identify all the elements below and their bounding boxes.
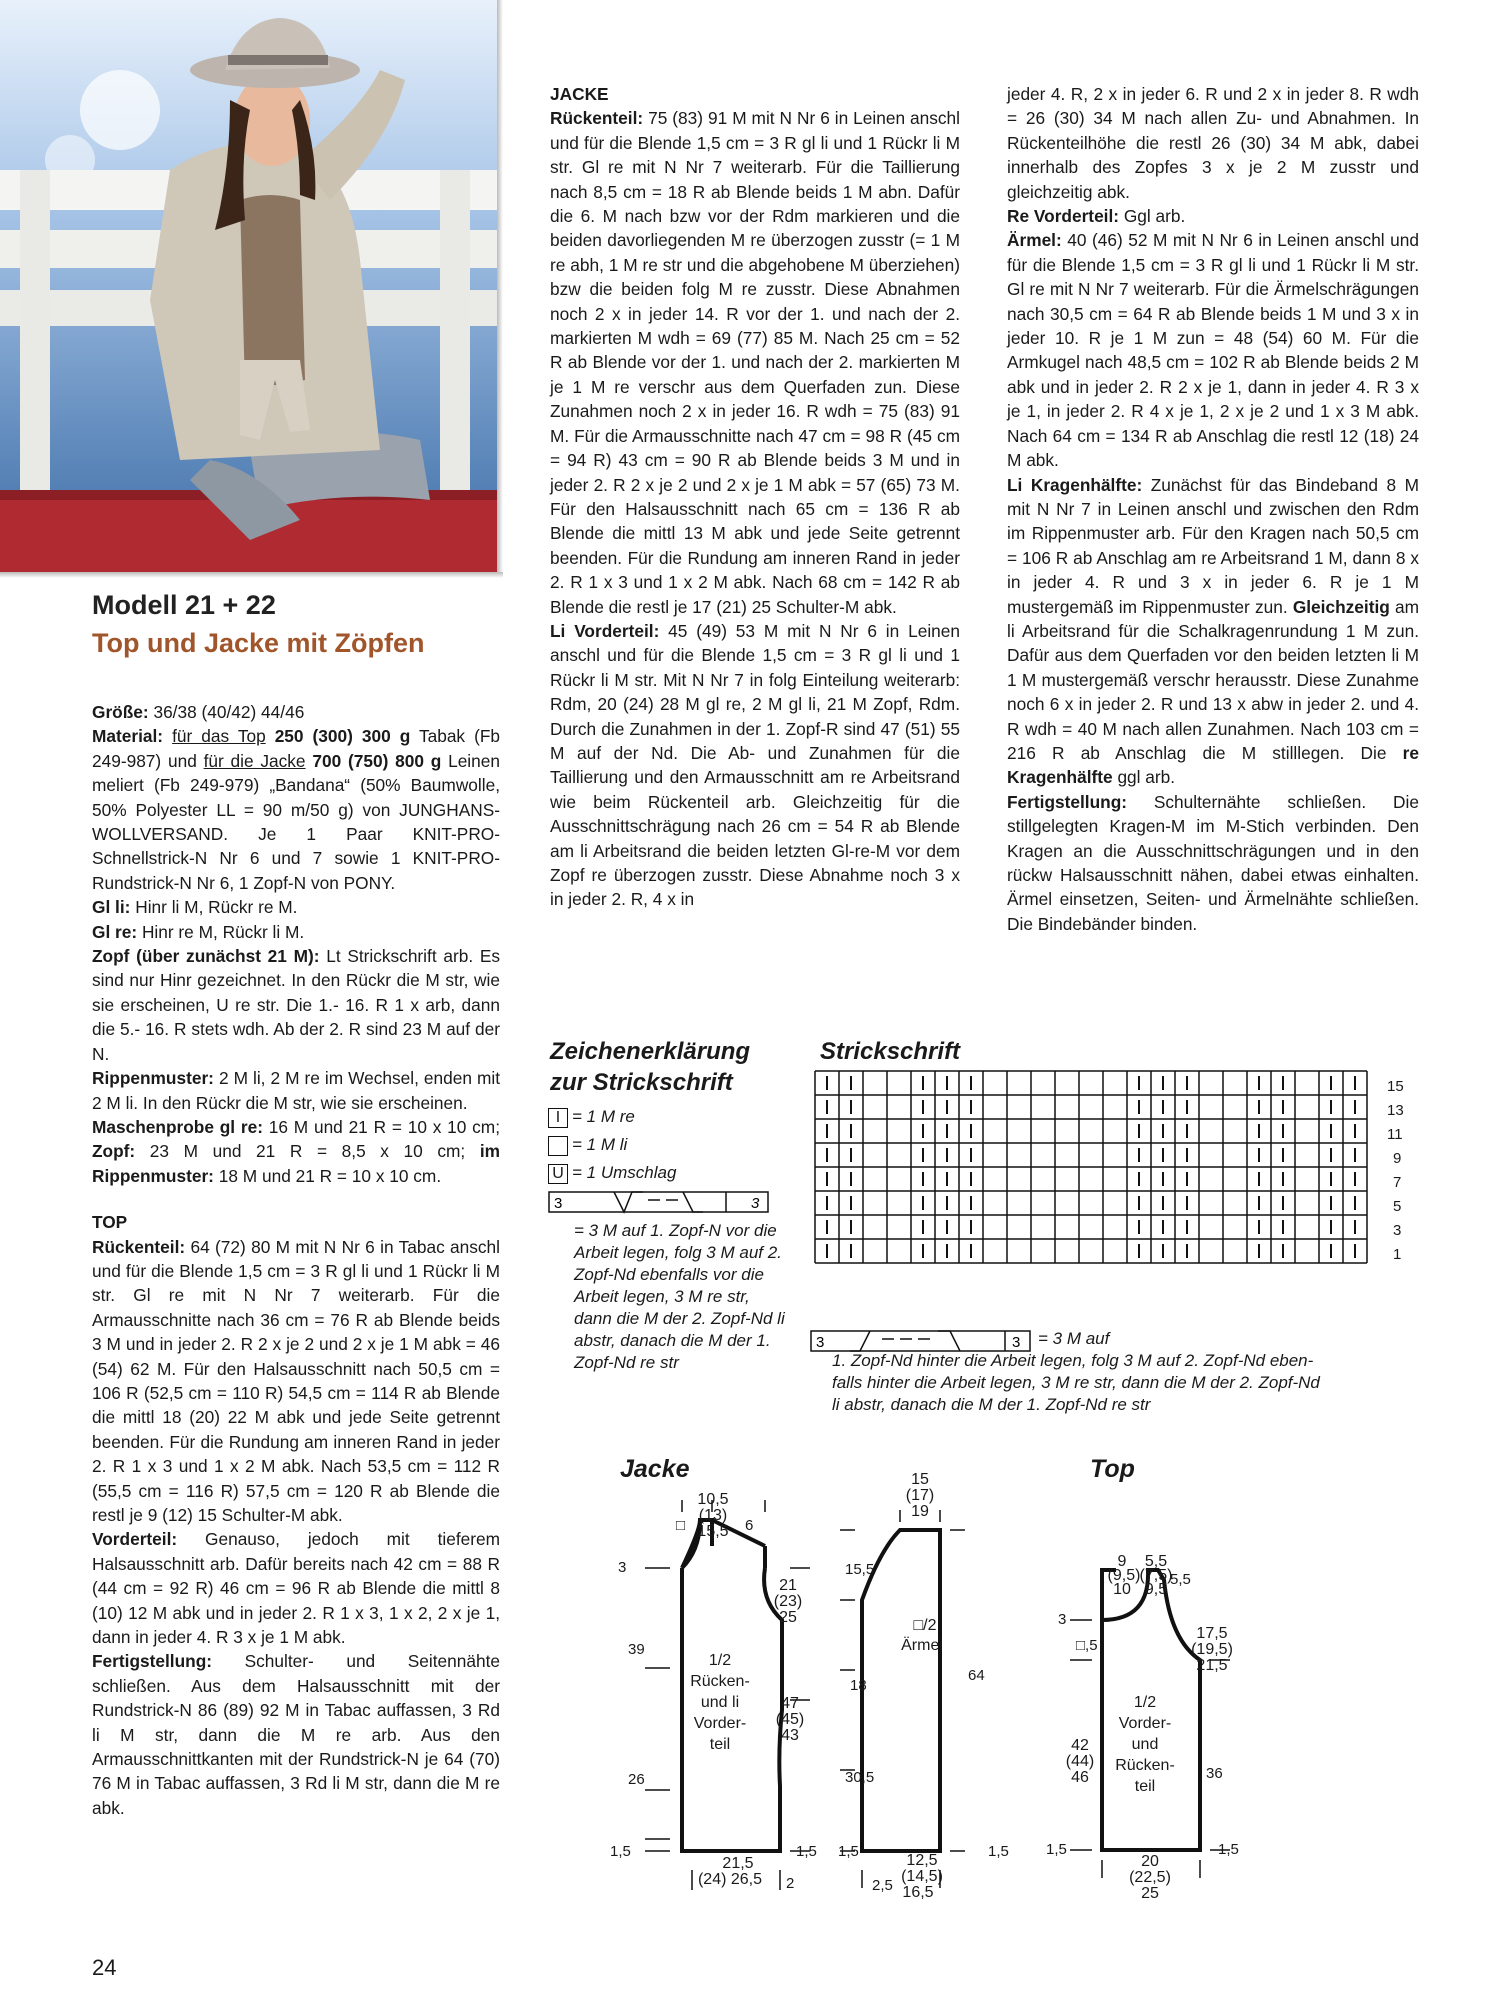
- legend-item-purl: = 1 M li: [548, 1134, 788, 1156]
- cable-back-text-2: 1. Zopf-Nd hinter die Arbeit legen, folg 3 M auf 2. Zopf-Nd eben-: [832, 1351, 1314, 1370]
- dim-label: (17): [905, 1487, 935, 1504]
- model-subtitle: Top und Jacke mit Zöpfen: [92, 628, 425, 658]
- jacke-sleeve-outline: [862, 1530, 940, 1851]
- svg-text:3: 3: [1012, 1334, 1021, 1351]
- dim-label: □: [676, 1517, 686, 1534]
- cable-front-symbol-icon: [548, 1190, 770, 1214]
- top-diagram-title: Top: [1090, 1455, 1135, 1483]
- dim-label: 1,5: [1046, 1841, 1067, 1858]
- jacke-rueckenteil: Rückenteil: 75 (83) 91 M mit N Nr 6 in Leinen anschl und für die Blende 1,5 cm = 3 R gl li und 1 Rückr li M str. Gl re mit N Nr 7 weiterarb. Für die Taillierung nach 8,5 cm = 18 R ab Blende beids 1 M abn. Dafür die 6. M nach bzw vor der Rdm markieren und die beiden davorliegenden M re überzogen zusstr (= 1 M re abh, 1 M re str und die abgehobene M überziehen) bzw die beiden folg M re zusstr. Diese Abnahmen noch 2 x in jeder 14. R vor der 1. und nach der 2. markierten M wdh = 69 (77) 85 M. Nach 25 cm = 52 R ab Blende vor der 1. und nach der 2. markierten M je 1 M re verschr aus dem Querfaden zun. Diese Zunahmen noch 2 x in jeder 16. R wdh = 75 (83) 91 M. Für die Armausschnitte nach 47 cm = 98 R (45 cm = 94 R) 43 cm = 90 R ab Blende beids 3 M und in jeder 2. R 2 x je 2 und 2 x je 1 M abk = 57 (65) 73 M. Für den Halsausschnitt nach 65 cm = 136 R ab Blende die mittl 13 M abk und jede Seite getrennt beenden. Für die Rundung am inneren Rand in jeder 2. R 1 x 3 und 1 x 2 M abk. Nach 68 cm = 142 R ab Blende die restl je 17 (21) 25 Schulter-M abk.: [550, 108, 960, 617]
- chart-title: Strickschrift: [820, 1038, 961, 1065]
- dim-label: 19: [911, 1503, 929, 1520]
- svg-text:3: 3: [816, 1334, 825, 1351]
- dim-label: (23): [773, 1593, 803, 1610]
- photo-illustration: [0, 0, 497, 572]
- jacke-li-vorderteil: Li Vorderteil: 45 (49) 53 M mit N Nr 6 in Leinen anschl und für die Blende 1,5 cm = 3 R gl li und 1 Rückr li M str. Mit N Nr 7 in folg Einteilung weiterarb: Rdm, 20 (24) 28 M gl re, 2 M gl li, 21 M Zopf, Rdm. Durch die Zunahmen in der 1. Zopf-R sind 47 (51) 55 M auf der Nd. Die Ab- und Zunahmen für die Taillierung und den Armausschnitt am re Arbeitsrand wie beim Rückenteil arb. Gleichzeitig für die Ausschnittschrägung nach 26 cm = 54 R ab Blende am li Arbeitsrand die beiden letzten Gl-re-M vor dem Zopf re überzogen zusstr. Diese Abnahme noch 3 x in jeder 2. R, 4 x in: [550, 620, 960, 910]
- dim-label: 2: [786, 1875, 795, 1892]
- dim-label: 1,5: [1218, 1841, 1239, 1858]
- legend-item-knit: I = 1 M re: [548, 1106, 788, 1128]
- dim-label: (19,5): [1191, 1641, 1233, 1658]
- legend-item-yarnover: U = 1 Umschlag: [548, 1162, 788, 1184]
- row-number: 13: [1387, 1102, 1404, 1119]
- piece-label: und li: [700, 1694, 740, 1711]
- dim-label: 1,5: [610, 1843, 631, 1860]
- piece-label: und: [1131, 1736, 1159, 1753]
- photo-shadow-bottom: [0, 572, 503, 578]
- piece-label: Vorder-: [693, 1715, 747, 1732]
- top-rueckenteil: Rückenteil: 64 (72) 80 M mit N Nr 6 in Tabac anschl und für die Blende 1,5 cm = 3 R gl li und 1 Rückr li M str. Gl re mit N Nr 7 weiterarb. Für die Armausschnitte nach 36 cm = 76 R ab Blende beids 3 M und in jeder 2. R 2 x je 2 und 2 x je 1 M abk = 46 (54) 62 M. Für den Halsausschnitt nach 50,5 cm = 106 R (52,5 cm = 110 R) 54,5 cm = 114 R ab Blende die mittl 18 (20) 22 M abk und jede Seite getrennt beenden. Für die Rundung am inneren Rand in jeder 2. R 1 x 3 und 1 x 2 M abk. Nach 53,5 cm = 112 R (55,5 cm = 116 R) 57,5 cm = 120 R ab Blende die restl je 9 (12) 15 Schulter-M abk.: [92, 1236, 500, 1525]
- row-number: 11: [1387, 1126, 1403, 1143]
- dim-label: 47: [781, 1695, 799, 1712]
- size-info: Größe: 36/38 (40/42) 44/46: [92, 702, 305, 722]
- re-vorderteil: Re Vorderteil: Ggl arb.: [1007, 206, 1186, 227]
- continued-text: jeder 4. R, 2 x in jeder 6. R und 2 x in jeder 8. R wdh = 26 (30) 34 M nach allen Zu- und Abnahmen. In Rückenteilhöhe die restl 26 (30) 34 M abk, dabei innerhalb des Zopfes 3 x je 2 M zusstr und gleichzeitig abk.: [1007, 84, 1419, 202]
- dim-label: 64: [968, 1667, 985, 1684]
- purl-symbol-icon: [548, 1136, 568, 1156]
- dim-label: (14,5): [901, 1868, 943, 1885]
- material-info: Material: für das Top 250 (300) 300 g Tabak (Fb 249-987) und für die Jacke 700 (750) 800 g Leinen meliert (Fb 249-979) „Bandana“ (50% Baumwolle, 50% Polyester LL = 90 m/50 g) von JUNGHANS-WOLLVERSAND. Je 1 Paar KNIT-PRO-Schnellstrick-N Nr 6 und 7 sowie 1 KNIT-PRO-Rundstrick-N Nr 6, 1 Zopf-N von PONY.: [92, 726, 500, 893]
- dim-label: 15: [911, 1471, 929, 1488]
- right-column: [1007, 82, 1419, 936]
- legend-heading-line2: zur Strickschrift: [550, 1069, 733, 1096]
- gl-re-info: Gl re: Hinr re M, Rückr li M.: [92, 921, 305, 942]
- svg-text:3: 3: [554, 1195, 563, 1212]
- dim-label: 5,5: [1170, 1571, 1191, 1588]
- jacke-heading: JACKE: [550, 84, 609, 104]
- piece-label: 1/2: [1133, 1694, 1157, 1711]
- dim-label: 15,5: [845, 1561, 875, 1578]
- dim-label: 3: [1058, 1611, 1067, 1628]
- dim-label: 2,5: [872, 1877, 893, 1894]
- dim-label: 21,5: [722, 1855, 754, 1872]
- row-number: 7: [1393, 1174, 1402, 1191]
- piece-label: teil: [709, 1736, 731, 1753]
- row-number: 3: [1393, 1222, 1402, 1239]
- aermel-info: Ärmel: 40 (46) 52 M mit N Nr 6 in Leinen anschl und für die Blende 1,5 cm = 3 R gl li und 1 Rückr li M str. Gl re mit N Nr 7 weiterarb. Für die Ärmelschrägungen nach 30,5 cm = 64 R ab Blende beids 1 M und 3 x in jeder 10. R je 1 M zun = 48 (54) 60 M. Für die Armkugel nach 48,5 cm = 102 R ab Blende beids 2 M abk und in jeder 2. R 2 x je 1, dann in jeder 4. R 3 x je 1, in jeder 2. R 4 x je 1, 2 x je 2 und 1 x 3 M abk. Nach 64 cm = 134 R ab Anschlag die restl 12 (18) 24 M abk.: [1007, 230, 1419, 471]
- dim-label: 20: [1141, 1853, 1159, 1870]
- dim-label: 10,5: [697, 1491, 729, 1508]
- row-number: 15: [1387, 1078, 1404, 1095]
- jacke-diagram-title: Jacke: [620, 1455, 690, 1483]
- dim-label: 6: [745, 1517, 754, 1534]
- cable-back-text-4: li abstr, danach die M der 1. Zopf-Nd re str: [832, 1395, 1151, 1414]
- dim-label: 12,5: [906, 1852, 938, 1869]
- chart-row-numbers: [1387, 1078, 1404, 1263]
- dim-label: 17,5: [1196, 1625, 1228, 1642]
- dim-label: (9,5): [1107, 1567, 1141, 1584]
- row-number: 9: [1393, 1150, 1402, 1167]
- knitting-chart: [815, 1071, 1420, 1271]
- cable-back-text-3: falls hinter die Arbeit legen, 3 M re str, dann die M der 2. Zopf-Nd: [832, 1373, 1320, 1392]
- svg-text:3: 3: [751, 1195, 760, 1212]
- dim-label: 46: [1071, 1769, 1089, 1786]
- dim-label: (13): [698, 1507, 728, 1524]
- model-title: Modell 21 + 22: [92, 590, 276, 620]
- top-heading: TOP: [92, 1212, 128, 1233]
- piece-label: Vorder-: [1118, 1715, 1172, 1732]
- row-number: 5: [1393, 1198, 1402, 1215]
- middle-column: [550, 82, 960, 912]
- legend-heading-line1: Zeichenerklärung: [550, 1038, 751, 1065]
- dim-label: 21,5: [1196, 1657, 1228, 1674]
- dim-label: (44): [1065, 1753, 1095, 1770]
- piece-label: 1/2: [708, 1652, 732, 1669]
- legend-heading: [550, 1036, 750, 1098]
- dim-label: 1,5: [838, 1843, 859, 1860]
- dim-label: 1,5: [796, 1843, 817, 1860]
- page-number: 24: [92, 1955, 117, 1980]
- jacke-fertigstellung: Fertigstellung: Schulternähte schließen. Die stillgelegten Kragen-M im M-Stich verbinden. Den Kragen an die Ausschnittschrägungen und in den rückw Halsausschnitt nähen, dabei etwas einhalten. Ärmel einsetzen, Seiten- und Ärmelnähte schließen. Die Bindebänder binden.: [1007, 791, 1419, 934]
- dim-label: 25: [1141, 1885, 1159, 1902]
- dim-label: 1,5: [988, 1843, 1009, 1860]
- dim-label: 9: [1117, 1553, 1127, 1570]
- piece-label: □/2: [913, 1617, 937, 1634]
- maschenprobe-info: Maschenprobe gl re: 16 M und 21 R = 10 x 10 cm; Zopf: 23 M und 21 R = 8,5 x 10 cm; im Rippenmuster: 18 M und 21 R = 10 x 10 cm.: [92, 1116, 500, 1186]
- top-vorderteil: Vorderteil: Genauso, jedoch mit tieferem Halsausschnitt arb. Dafür bereits nach 42 cm = 88 R (44 cm = 92 R) 46 cm = 96 R ab Blende die mittl 8 (10) 12 M abk und in jeder 2. R 1 x 3, 1 x 2, 2 x je 1, dann in jeder 4. R 3 x je 1 M abk.: [92, 1529, 500, 1648]
- dim-label: 21: [779, 1577, 797, 1594]
- dim-label: (22,5): [1129, 1869, 1171, 1886]
- dim-label: 30,5: [845, 1769, 875, 1786]
- dim-label: □,5: [1076, 1637, 1098, 1654]
- top-fertigstellung: Fertigstellung: Schulter- und Seitennähte schließen. Aus dem Halsausschnitt mit der Rundstrick-N 86 (89) 92 M in Tabac auffassen, 3 Rd li M str, dann die M re arb. Aus den Armausschnittkanten mit der Rundstrick-N je 64 (70) 76 M in Tabac auffassen, 3 Rd li M str, dann die M re abk.: [92, 1651, 500, 1818]
- piece-label: teil: [1134, 1778, 1156, 1795]
- yarnover-symbol-icon: U: [548, 1164, 568, 1184]
- dim-label: 42: [1071, 1737, 1089, 1754]
- piece-label: Ärmel: [901, 1637, 943, 1654]
- dim-label: 43: [781, 1727, 799, 1744]
- cable-front-description: = 3 M auf 1. Zopf-N vor die Arbeit legen, folg 3 M auf 2. Zopf-Nd ebenfalls vor die Arbeit legen, 3 M re str, dann die M der 2. Zopf-Nd li abstr, danach die M der 1. Zopf-Nd re str: [574, 1221, 785, 1372]
- left-column: [92, 700, 500, 1820]
- photo-shadow: [497, 0, 503, 578]
- dim-label: (7,5): [1139, 1567, 1173, 1584]
- dim-label: 5,5: [1144, 1553, 1168, 1570]
- jacke-schematic: [600, 1471, 1020, 1901]
- dim-label: 10: [1113, 1581, 1131, 1598]
- kragen-info: Li Kragenhälfte: Zunächst für das Bindeband 8 M mit N Nr 7 in Leinen anschl und zwischen den Rdm im Rippenmuster arb. Für den Kragen nach 50,5 cm = 106 R ab Anschlag am re Arbeitsrand 1 M, dann 8 x in jeder 4. R und 3 x in jeder 6. R je 1 M mustergemäß im Rippenmuster zun. Gleichzeitig am li Arbeitsrand für die Schalkragenrundung 1 M zun. Dafür aus dem Querfaden vor den beiden letzten li M 1 M mustergemäß verschr herausstr. Diese Zunahme noch 6 x in jeder 2. R und 13 x abw in jeder 2. und 4. R wdh = 40 M nach allen Zunahmen. Nach 103 cm = 216 R ab Anschlag die M stilllegen. Die re Kragenhälfte ggl arb.: [1007, 474, 1420, 788]
- zopf-info: Zopf (über zunächst 21 M): Lt Strickschrift arb. Es sind nur Hinr gezeichnet. In den Rückr die M str, wie sie erscheinen, U re str. Die 1.- 16. R 1 x arb, dann die 5.- 16. R stets wdh. Ab der 2. R sind 23 M auf der N.: [92, 946, 500, 1064]
- knit-symbol-icon: I: [548, 1108, 568, 1128]
- piece-label: Rücken-: [690, 1673, 750, 1690]
- top-schematic: [1040, 1553, 1280, 1902]
- dim-label: 39: [628, 1641, 645, 1658]
- dim-label: 36: [1206, 1765, 1223, 1782]
- row-number: 1: [1393, 1246, 1402, 1263]
- dim-label: 15,5: [697, 1523, 729, 1540]
- dim-label: 18: [850, 1677, 867, 1694]
- dim-label: 9,5: [1144, 1581, 1168, 1598]
- piece-label: Rücken-: [1115, 1757, 1175, 1774]
- cable-back-text-1: = 3 M auf: [1038, 1329, 1110, 1348]
- legend-items: [548, 1106, 788, 1374]
- gl-li-info: Gl li: Hinr li M, Rückr re M.: [92, 897, 298, 918]
- dim-label: (45): [775, 1711, 805, 1728]
- rippen-info: Rippenmuster: 2 M li, 2 M re im Wechsel, enden mit 2 M li. In den Rückr die M str, wie sie erscheinen.: [92, 1068, 500, 1113]
- chart-grid: [815, 1071, 1367, 1263]
- dim-label: 3: [618, 1559, 627, 1576]
- cable-back-description: [832, 1328, 1432, 1416]
- dim-label: (24) 26,5: [697, 1871, 763, 1888]
- dim-label: 25: [779, 1609, 797, 1626]
- dim-label: 16,5: [902, 1884, 934, 1901]
- model-photo: [0, 0, 497, 572]
- dim-label: 26: [628, 1771, 645, 1788]
